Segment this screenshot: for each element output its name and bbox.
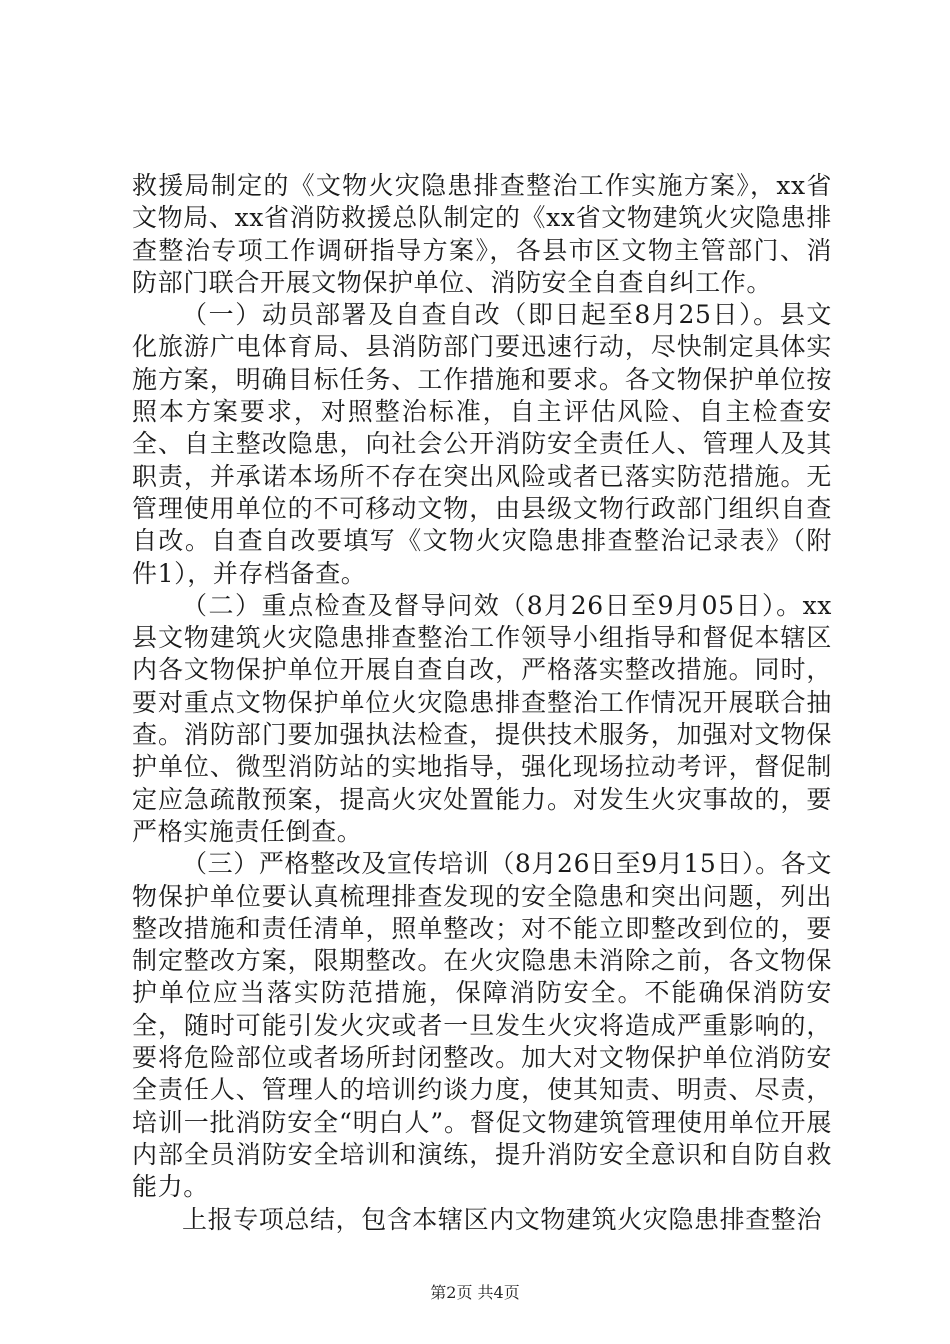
paragraph-summary: 上报专项总结，包含本辖区内文物建筑火灾隐患排查整治 xyxy=(182,1204,823,1234)
document-body xyxy=(132,170,832,1236)
paragraph-section-1: （一）动员部署及自查自改（即日起至8月25日）。县文化旅游广电体育局、县消防部门要迅速行动，尽快制定具体实施方案，明确目标任务、工作措施和要求。各文物保护单位按照本方案要求，对照整治标准，自主评估风险、自主检查安全、自主整改隐患，向社会公开消防安全责任人、管理人及其职责，并承诺本场所不存在突出风险或者已落实防范措施。无管理使用单位的不可移动文物，由县级文物行政部门组织自查自改。自查自改要填写《文物火灾隐患排查整治记录表》（附件1），并存档备查。 xyxy=(132,300,832,588)
paragraph-section-3: （三）严格整改及宣传培训（8月26日至9月15日）。各文物保护单位要认真梳理排查发现的安全隐患和突出问题，列出整改措施和责任清单，照单整改；对不能立即整改到位的，要制定整改方案，限期整改。在火灾隐患未消除之前，各文物保护单位应当落实防范措施，保障消防安全。不能确保消防安全，随时可能引发火灾或者一旦发生火灾将造成严重影响的，要将危险部位或者场所封闭整改。加大对文物保护单位消防安全责任人、管理人的培训约谈力度，使其知责、明责、尽责，培训一批消防安全“明白人”。督促文物建筑管理使用单位开展内部全员消防安全培训和演练，提升消防安全意识和自防自救能力。 xyxy=(132,849,832,1202)
paragraph-section-2: （二）重点检查及督导问效（8月26日至9月05日）。xx县文物建筑火灾隐患排查整治工作领导小组指导和督促本辖区内各文物保护单位开展自查自改，严格落实整改措施。同时，要对重点文物保护单位火灾隐患排查整治工作情况开展联合抽查。消防部门要加强执法检查，提供技术服务，加强对文物保护单位、微型消防站的实地指导，强化现场拉动考评，督促制定应急疏散预案，提高火灾处置能力。对发生火灾事故的，要严格实施责任倒查。 xyxy=(132,590,832,846)
page-footer: 第2页 共4页 xyxy=(430,1283,520,1302)
paragraph-intro: 救援局制定的《文物火灾隐患排查整治工作实施方案》，xx省文物局、xx省消防救援总队制定的《xx省文物建筑火灾隐患排查整治专项工作调研指导方案》，各县市区文物主管部门、消防部门联合开展文物保护单位、消防安全自查自纠工作。 xyxy=(132,171,832,297)
